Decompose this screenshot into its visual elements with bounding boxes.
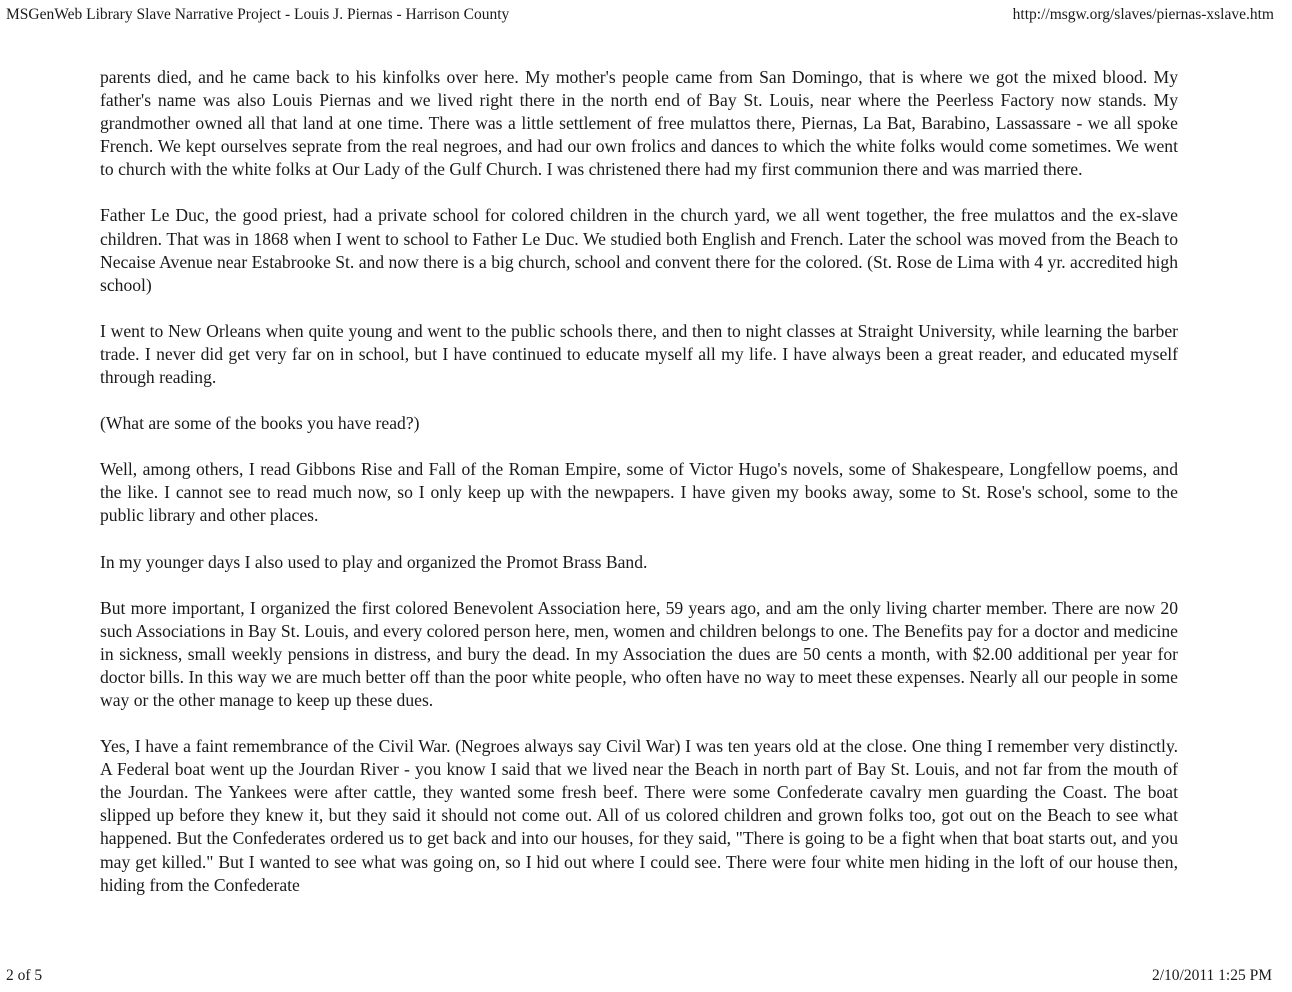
page-number: 2 of 5 bbox=[6, 967, 43, 984]
page-footer bbox=[6, 966, 1272, 986]
page-title: MSGenWeb Library Slave Narrative Project - Louis J. Piernas - Harrison County bbox=[6, 6, 510, 23]
paragraph: (What are some of the books you have read?) bbox=[100, 413, 420, 434]
page-header bbox=[6, 4, 1274, 26]
print-timestamp: 2/10/2011 1:25 PM bbox=[1152, 967, 1272, 984]
paragraph: In my younger days I also used to play and organized the Promot Brass Band. bbox=[100, 551, 648, 572]
paragraph: parents died, and he came back to his kinfolks over here. My mother's people came from San Domingo, that is where we got the mixed blood. My father's name was also Louis Piernas and we lived right there in the north end of Bay St. Louis, near where the Peerless Factory now stands. My grandmother owned all that land at one time. There was a little settlement of free mulattos there, Piernas, La Bat, Barabino, Lassassare - we all spoke French. We kept ourselves seprate from the real negroes, and had our own frolics and dances to which the white folks would come sometimes. We went to church with the white folks at Our Lady of the Gulf Church. I was christened there had my first communion there and was married there. bbox=[100, 67, 1178, 180]
paragraph: Father Le Duc, the good priest, had a private school for colored children in the church yard, we all went together, the free mulattos and the ex-slave children. That was in 1868 when I went to school to Father Le Duc. We studied both English and French. Later the school was moved from the Beach to Necaise Avenue near Estabrooke St. and now there is a big church, school and convent there for the colored. (St. Rose de Lima with 4 yr. accredited high school) bbox=[100, 205, 1178, 295]
paragraph: But more important, I organized the first colored Benevolent Association here, 59 years ago, and am the only living charter member. There are now 20 such Associations in Bay St. Louis, and every colored person here, men, women and children belongs to one. The Benefits pay for a doctor and medicine in sickness, small weekly pensions in distress, and bury the dead. In my Association the dues are 50 cents a month, with $2.00 additional per year for doctor bills. In this way we are much better off than the poor white people, who often have no way to meet these expenses. Nearly all our people in some way or the other manage to keep up these dues. bbox=[100, 597, 1178, 710]
page-url: http://msgw.org/slaves/piernas-xslave.htm bbox=[1012, 6, 1274, 23]
paragraph: I went to New Orleans when quite young and went to the public schools there, and then to night classes at Straight University, while learning the barber trade. I never did get very far on in school, but I have continued to educate myself all my life. I have always been a great reader, and educated myself through reading. bbox=[100, 320, 1178, 388]
paragraph: Yes, I have a faint remembrance of the Civil War. (Negroes always say Civil War) I was ten years old at the close. One thing I remember very distinctly. A Federal boat went up the Jourdan River - you know I said that we lived near the Beach in north part of Bay St. Louis, and not far from the mouth of the Jourdan. The Yankees were after cattle, they wanted some fresh beef. There were some Confederate cavalry men guarding the Coast. The boat slipped up before they knew it, but they said it should not come out. All of us colored children and grown folks too, got out on the Beach to see what happened. But the Confederates ordered us to get back and into our houses, for they said, "There is going to be a fight when that boat starts out, and you may get killed." But I wanted to see what was going on, so I hid out where I could see. There were four white men hiding in the loft of our house then, hiding from the Confederate bbox=[100, 736, 1178, 895]
paragraph: Well, among others, I read Gibbons Rise and Fall of the Roman Empire, some of Victor Hugo's novels, some of Shakespeare, Longfellow poems, and the like. I cannot see to read much now, so I only keep up with the newpapers. I have given my books away, some to St. Rose's school, some to the public library and other places. bbox=[100, 459, 1178, 526]
narrative-body bbox=[100, 66, 1178, 920]
